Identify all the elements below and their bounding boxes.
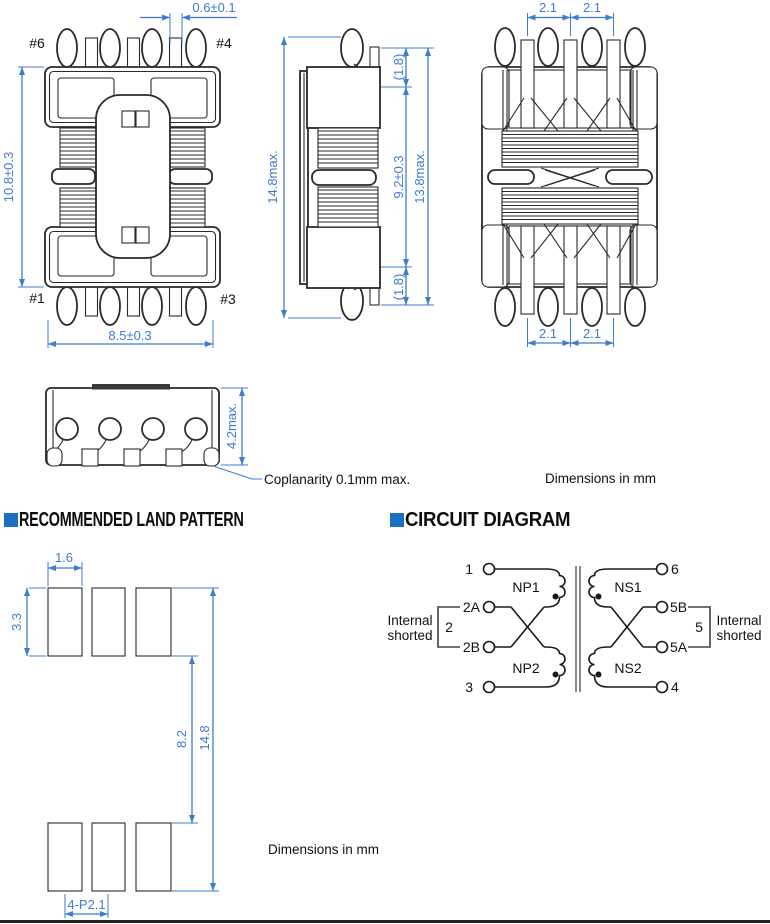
transformer-core-lines xyxy=(576,566,580,692)
package-top-view-drawing xyxy=(0,0,250,350)
left-group-number: 2 xyxy=(445,619,453,635)
right-internal-shorted-line1: Internal xyxy=(716,613,762,628)
dim-width-label: 8.5±0.3 xyxy=(108,328,152,343)
page-footer-rule xyxy=(0,920,770,923)
land-pattern-drawing xyxy=(5,548,235,920)
land-pattern-heading-text: RECOMMENDED LAND PATTERN xyxy=(19,508,244,531)
terminal-2a-circle xyxy=(484,602,495,613)
package-bottom-view-drawing xyxy=(470,0,670,350)
coplanarity-leader-line xyxy=(213,466,262,479)
dim-pitch-label: 4-P2.1 xyxy=(67,897,106,912)
circuit-diagram-drawing xyxy=(385,550,770,700)
circuit-heading-text: CIRCUIT DIAGRAM xyxy=(405,508,571,531)
terminal-2a-label: 2A xyxy=(462,599,480,615)
top-view-body xyxy=(45,67,220,287)
winding-ns2-label: NS2 xyxy=(614,660,642,676)
units-note-bottom: Dimensions in mm xyxy=(268,842,380,857)
dim-terminal-width-label: 0.6±0.1 xyxy=(192,0,236,15)
coplanarity-note: Coplanarity 0.1mm max. xyxy=(264,472,411,487)
dim-overall-span-label: 14.8 xyxy=(197,725,212,751)
terminal-1-circle xyxy=(484,564,495,575)
terminal-2b-circle xyxy=(484,642,495,653)
land-pattern-heading xyxy=(4,510,331,530)
terminal-4-circle xyxy=(657,682,668,693)
dim-row-gap-label: 8.2 xyxy=(174,729,189,749)
front-view-dimensions xyxy=(213,388,410,487)
front-view-winding-strip xyxy=(92,384,170,390)
circuit-labels xyxy=(387,561,761,695)
pin-label-4: #4 xyxy=(216,35,232,51)
terminal-3-circle xyxy=(484,682,495,693)
dim-height-label: 10.8±0.3 xyxy=(1,151,16,203)
left-internal-shorted-line1: Internal xyxy=(387,613,433,628)
circuit-heading xyxy=(390,510,583,530)
terminal-5a-label: 5A xyxy=(670,639,688,655)
dim-pitch-bottom-left-label: 2.1 xyxy=(538,326,558,341)
pin-label-1: #1 xyxy=(29,290,45,306)
package-front-view-drawing xyxy=(30,370,420,495)
terminal-3-label: 3 xyxy=(465,679,473,695)
winding-np1-label: NP1 xyxy=(512,579,540,595)
heading-square-icon xyxy=(390,513,404,527)
secondary-cross-wires xyxy=(611,607,657,647)
units-note-top: Dimensions in mm xyxy=(545,471,657,486)
dim-pad-width-label: 1.6 xyxy=(54,550,74,565)
terminal-4-label: 4 xyxy=(671,679,679,695)
terminal-5b-circle xyxy=(657,602,668,613)
terminal-6-label: 6 xyxy=(671,561,679,577)
dim-body-height-label: 9.2±0.3 xyxy=(391,155,406,199)
dim-front-height-label: 4.2max. xyxy=(224,402,239,450)
dim-lead-bottom-label: (1.8) xyxy=(391,273,406,301)
right-internal-shorted-line2: shorted xyxy=(716,628,762,643)
package-side-view-drawing xyxy=(255,0,445,350)
dim-overall-height-label: 14.8max. xyxy=(265,150,280,204)
left-internal-shorted-line2: shorted xyxy=(387,628,433,643)
np1-polarity-dot-icon xyxy=(553,594,559,600)
dim-pitch-top-right-label: 2.1 xyxy=(582,0,602,15)
side-view-body xyxy=(300,67,380,288)
terminal-2b-label: 2B xyxy=(462,639,480,655)
front-view-body xyxy=(46,384,219,466)
dim-lead-top-label: (1.8) xyxy=(391,53,406,81)
heading-square-icon xyxy=(4,513,18,527)
right-group-number: 5 xyxy=(695,619,703,635)
np2-polarity-dot-icon xyxy=(553,672,559,678)
pin-label-3: #3 xyxy=(220,291,236,307)
winding-np2-label: NP2 xyxy=(512,660,540,676)
terminal-6-circle xyxy=(657,564,668,575)
winding-ns1-label: NS1 xyxy=(614,579,642,595)
terminal-5b-label: 5B xyxy=(670,599,688,615)
pin-label-6: #6 xyxy=(29,35,45,51)
dim-pitch-bottom-right-label: 2.1 xyxy=(582,326,602,341)
ns2-polarity-dot-icon xyxy=(596,672,602,678)
dim-lead-span-label: 13.8max. xyxy=(412,150,427,204)
ns1-polarity-dot-icon xyxy=(596,594,602,600)
primary-cross-wires xyxy=(495,607,545,647)
dim-pitch-top-left-label: 2.1 xyxy=(538,0,558,15)
dim-pad-height-label: 3.3 xyxy=(9,612,24,632)
terminal-5a-circle xyxy=(657,642,668,653)
terminal-1-label: 1 xyxy=(465,561,473,577)
land-pattern-pads xyxy=(48,588,171,891)
